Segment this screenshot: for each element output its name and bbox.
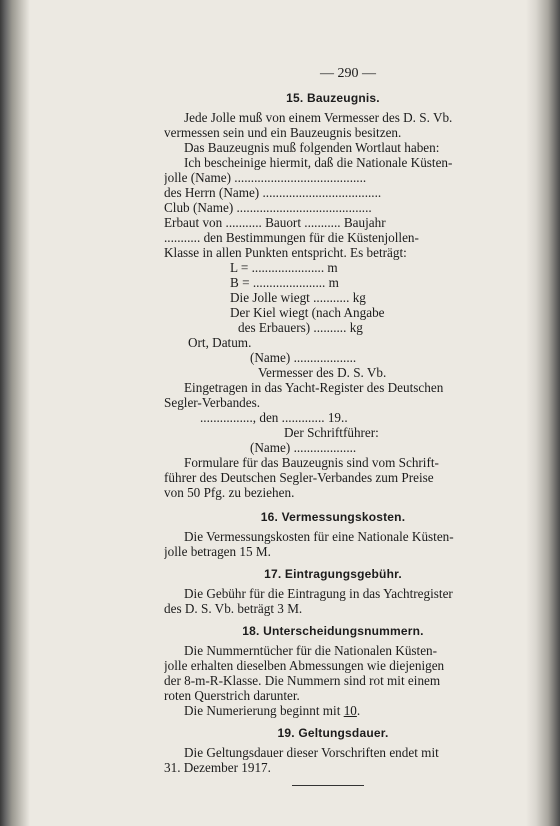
text-line: Die Geltungsdauer dieser Vorschriften endet mit: [184, 745, 439, 760]
section-heading-unterscheidungsnummern: 18. Unterscheidungsnummern.: [242, 624, 424, 638]
text-line: des Herrn (Name) ....................................: [164, 185, 382, 200]
text-line: Ort, Datum.: [188, 335, 252, 350]
text-line: L = ...................... m: [230, 260, 338, 275]
text-line: Segler-Verbandes.: [164, 395, 261, 410]
text-line: Ich bescheinige hiermit, daß die Nationale Küsten-: [184, 155, 453, 170]
underlined-number: 10: [343, 703, 357, 718]
text-line: des Erbauers) .......... kg: [238, 320, 363, 335]
text-line: Der Kiel wiegt (nach Angabe: [230, 305, 385, 320]
book-spine-shadow: [0, 0, 30, 826]
text-line: roten Querstrich darunter.: [164, 688, 300, 703]
page-number: — 290 —: [320, 66, 376, 81]
section-heading-bauzeugnis: 15. Bauzeugnis.: [286, 91, 380, 105]
section-heading-geltungsdauer: 19. Geltungsdauer.: [277, 726, 389, 740]
text-line: vermessen sein und ein Bauzeugnis besitzen.: [164, 125, 402, 140]
text-line: Der Schriftführer:: [284, 425, 379, 440]
text-line: führer des Deutschen Segler-Verbandes zum Preise: [164, 470, 434, 485]
text-line: 31. Dezember 1917.: [164, 760, 271, 775]
section-heading-eintragungsgebuehr: 17. Eintragungsgebühr.: [264, 567, 402, 581]
text-line: (Name) ...................: [250, 350, 357, 365]
closing-rule: [292, 785, 364, 786]
page-content: [164, 66, 502, 786]
text-line: B = ...................... m: [230, 275, 339, 290]
text-line: Club (Name) .........................................: [164, 200, 372, 215]
text-fragment: .: [356, 703, 361, 718]
text-line: Klasse in allen Punkten entspricht. Es beträgt:: [164, 245, 407, 260]
text-line: ................, den ............. 19..: [200, 410, 348, 425]
text-line: jolle betragen 15 M.: [164, 544, 271, 559]
text-line: jolle erhalten dieselben Abmessungen wie diejenigen: [164, 658, 445, 673]
text-line: Eingetragen in das Yacht-Register des Deutschen: [184, 380, 444, 395]
text-line: des D. S. Vb. beträgt 3 M.: [164, 601, 303, 616]
text-line: [164, 703, 502, 718]
text-line: Die Gebühr für die Eintragung in das Yachtregister: [184, 586, 453, 601]
text-line: Die Vermessungskosten für eine Nationale Küsten-: [184, 529, 454, 544]
section-heading-vermessungskosten: 16. Vermessungskosten.: [260, 510, 406, 524]
text-line: Vermesser des D. S. Vb.: [258, 365, 387, 380]
text-line: Die Nummerntücher für die Nationalen Küsten-: [184, 643, 438, 658]
text-line: von 50 Pfg. zu beziehen.: [164, 485, 295, 500]
page-edge-shadow: [526, 0, 560, 826]
text-line: (Name) ...................: [250, 440, 357, 455]
text-line: Die Jolle wiegt ........... kg: [230, 290, 366, 305]
text-line: ........... den Bestimmungen für die Küstenjollen-: [164, 230, 419, 245]
text-line: Jede Jolle muß von einem Vermesser des D. S. Vb.: [184, 110, 453, 125]
text-line: jolle (Name) ........................................: [164, 170, 367, 185]
text-line: Erbaut von ........... Bauort ........... Baujahr: [164, 215, 386, 230]
text-fragment: Die Numerierung beginnt mit: [184, 703, 341, 718]
text-line: der 8-m-R-Klasse. Die Nummern sind rot mit einem: [164, 673, 441, 688]
text-line: Das Bauzeugnis muß folgenden Wortlaut haben:: [184, 140, 440, 155]
text-line: Formulare für das Bauzeugnis sind vom Schrift-: [184, 455, 439, 470]
